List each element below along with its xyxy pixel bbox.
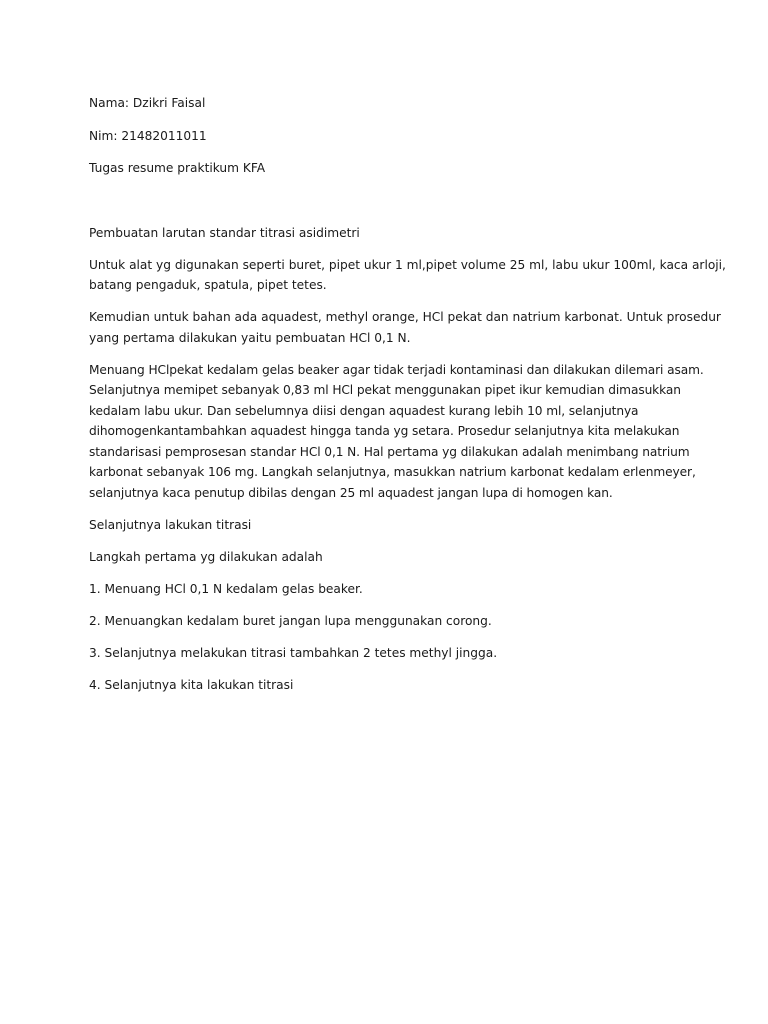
paragraph-line: Selanjutnya memipet sebanyak 0,83 ml HCl pekat menggunakan pipet ikur kemudian dimasukkan (89, 383, 681, 397)
paragraph-line: kedalam labu ukur. Dan sebelumnya diisi dengan aquadest kurang lebih 10 ml, selanjutnya (89, 403, 639, 418)
paragraph-line: karbonat sebanyak 106 mg. Langkah selanjutnya, masukkan natrium karbonat kedalam erlenmeyer, (89, 465, 696, 479)
step-item: 1. Menuang HCl 0,1 N kedalam gelas beaker. (89, 581, 363, 596)
paragraph-titration: Selanjutnya lakukan titrasi (89, 517, 252, 532)
paragraph-materials (89, 307, 721, 348)
step-item: 4. Selanjutnya kita lakukan titrasi (89, 677, 294, 692)
paragraph-line: Untuk alat yg digunakan seperti buret, pipet ukur 1 ml,pipet volume 25 ml, labu ukur 100ml, kaca arloji, (89, 257, 726, 272)
paragraph-line: Kemudian untuk bahan ada aquadest, methyl orange, HCl pekat dan natrium karbonat. Untuk prosedur (89, 310, 721, 324)
paragraph-equipment (89, 255, 726, 296)
step-item: 2. Menuangkan kedalam buret jangan lupa menggunakan corong. (89, 613, 492, 628)
step-item: 3. Selanjutnya melakukan titrasi tambahkan 2 tetes methyl jingga. (89, 645, 498, 660)
document-content (89, 93, 726, 707)
paragraph-line: standarisasi pemprosesan standar HCl 0,1 N. Hal pertama yg dilakukan adalah menimbang natrium (89, 444, 690, 459)
section-title: Pembuatan larutan standar titrasi asidimetri (89, 225, 360, 240)
paragraph-line: dihomogenkantambahkan aquadest hingga tanda yg setara. Prosedur selanjutnya kita melakukan (89, 424, 680, 438)
author-name: Nama: Dzikri Faisal (89, 96, 206, 110)
student-id: Nim: 21482011011 (89, 128, 207, 143)
paragraph-line: yang pertama dilakukan yaitu pembuatan HCl 0,1 N. (89, 330, 411, 345)
assignment-title: Tugas resume praktikum KFA (89, 161, 266, 175)
paragraph-first-step: Langkah pertama yg dilakukan adalah (89, 549, 323, 564)
paragraph-line: selanjutnya kaca penutup dibilas dengan 25 ml aquadest jangan lupa di homogen kan. (89, 485, 613, 500)
paragraph-line: batang pengaduk, spatula, pipet tetes. (89, 278, 327, 292)
paragraph-procedure (89, 360, 704, 504)
section-spacer (89, 191, 677, 223)
paragraph-line: Menuang HClpekat kedalam gelas beaker agar tidak terjadi kontaminasi dan dilakukan dilemari asam. (89, 362, 704, 377)
